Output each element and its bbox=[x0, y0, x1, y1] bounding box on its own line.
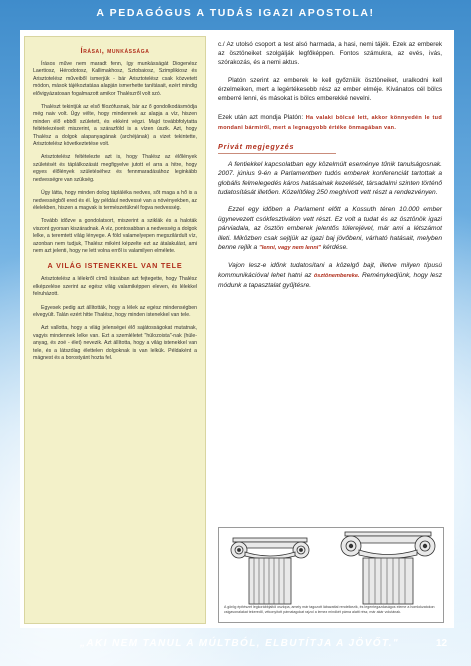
right-column-text bbox=[218, 40, 442, 133]
left-paragraph-2: Thalészt tekintjük az első filozófusnak, bár az ő gondolkodásmódja még naiv volt. Úgy vélte, hogy mindennek az alapja a víz, hiszen minden élő ebből született, és ekként végzi. Majd továbbfolytatta feltételezéseit miszerint, a szárazföld is a vízen úszik. Azt, hogy Thalész a dolgok alapanyagának (archéjának) a vizet tekintette, Arisztotelész következtetése volt. bbox=[33, 104, 197, 148]
ionic-capital-right bbox=[341, 532, 435, 604]
private-note-text bbox=[218, 160, 442, 291]
left-paragraph-5: Tovább időzve a gondolatsort, miszerint a sziklák és a haloták viszont gyorsan kiszáradnak. A víz, pontosabban a nedvesség a dolgok lelke, a teremtett világ lényege. A föld valamelyepen megszilárdult víz, azonban nem tudjuk, Thalész miként képzelte ezt az átalakulást, ami nem azt jelenti, hogy ne lett volna erről is valamilyen elmélete. bbox=[33, 218, 197, 254]
note-paragraph-3-end: Reménykedjünk, hogy lesz módunk a tapasztalat gyűjtésre. bbox=[218, 271, 442, 290]
ionic-capitals-illustration bbox=[219, 528, 443, 606]
right-main-column bbox=[218, 40, 442, 299]
page-number: 12 bbox=[436, 638, 448, 649]
left-sidebar-column bbox=[24, 36, 206, 624]
left-paragraph-7: Egyesek pedig azt állították, hogy a lélek az egész mindenségben elvegyült. Talán ezért hitte Thalész, hogy minden istenekkel van tele. bbox=[33, 304, 197, 318]
plato-quote: Ha valaki bölcsé lett, akkor könnyedén le tud mondani bármiről, mert a legnagyobb értéke önmagában van. bbox=[218, 114, 442, 131]
left-paragraph-3: Arisztotelész feltételezte azt is, hogy Thalész az élőlények születését és táplálkozását megfigyelve jutott el arra a hitre, hogy egyes élőlények születéséhez és fennmaradásához leginkább nedvességre van szükség. bbox=[33, 154, 197, 183]
left-paragraph-8: Azt vallotta, hogy a világ jelenségei élő sajátosságokat mutatnak, vagyis mindennek lelke van. Ezt a szemléletet "hülozoista"-nak (hüle-anyag, és zoé - élet) nevezik. Azt állította, hogy a világ istenekkel van tele, és a látszólag élettelen dolgoknak is van lelkük. Példaként a mágnest és a borostyánt hozta fel. bbox=[33, 325, 197, 361]
private-note-heading: Privát megjegyzés bbox=[218, 142, 336, 154]
note-paragraph-1: A fentiekkel kapcsolatban egy közelmúlt eseménye tűnik tanulságosnak. 2007. június 9-én a Parlamentben tudós emberek konferenciát tartottak a globális felmelegedés káros hatásainak kezelését, társadalmi szinten történő tudatosítását illetően. Közelítőleg 250 meghívott vett részt a rendezvényen. bbox=[218, 160, 442, 196]
left-column-text bbox=[33, 61, 197, 255]
header-title: A PEDAGÓGUS A TUDÁS IGAZI APOSTOLA! bbox=[96, 7, 375, 19]
section-heading-works: Írásai, munkássága bbox=[80, 46, 150, 55]
note-paragraph-2-end: kérdése. bbox=[322, 244, 349, 251]
figure-caption: A görög építészet legkorábbjaitól oszlopa, amely már tagozott lábazattal rendelkezik, és legentegazdaságos eleme a homlokzatokon csigavonalakat tekeredő, vékonyított párnatagokat rajzol a lemez mindkét párna alatti rész, már akár volutának. bbox=[224, 605, 435, 614]
left-paragraph-1: Írásos műve nem maradt fenn, így munkásságát Diogenész Laertiosz, Hérodotosz, Kallimakhosz, Sztobaiosz, Szimplikiosz és Arisztotelész műveiből ismerjük - bár Arisztotelész csak közvetett módon, mások tájékoztatása alapján ismerhette tanításait, ezért mindig elővigyázatosan fogalmazott amikor Thalészről volt szó. bbox=[33, 61, 197, 97]
page-header-banner bbox=[0, 0, 471, 30]
section-heading-gods: A VILÁG ISTENEKKEL VAN TELE bbox=[47, 261, 183, 271]
note-paragraph-2-text: Ezzel egy időben a Parlament előtt a Kossuth téren 10.000 ember ügynevezett csókfesztiválon vett részt. Ez volt a tudat és az ösztönök igazi párviadala, az ösztön emberek jelentős túlerejével, már ami a létszámot illeti. Miközben csak sejtjük az igazi baj jövőbeni, várható hatásait, melyben benne rejlik a bbox=[218, 206, 442, 251]
page-footer-banner bbox=[0, 628, 471, 666]
left-paragraph-4: Úgy látta, hogy minden dolog táplálékа nedves, sőt maga a hő is a nedvességből ered és él. Így például nedvessé van a növényekben, az élelekben, hiszen a magvak is természetüknél fogva nedvesség. bbox=[33, 190, 197, 211]
note-quote: "lenni, vagy nem lenni" bbox=[259, 245, 321, 251]
right-paragraph-1: c./ Az utolsó csoport a test alsó harmada, a hasi, nemi tájék. Ezek az emberek az ösztöneiket szolgálják legfőképpen. Fontos számukra, az evés, ivás, szórakozás, és a nemi aktus. bbox=[218, 41, 442, 67]
left-column-text-2 bbox=[33, 276, 197, 362]
footer-motto: „AKI NEM TANUL A MÚLTBÓL, ELBUTÍTJA A JÖVŐT." bbox=[80, 638, 400, 649]
note-highlight: ösztönembereke. bbox=[313, 272, 360, 279]
note-paragraph-3 bbox=[218, 261, 442, 290]
right-paragraph-2: Platón szerint az emberek le kell győzniük ösztöneiket, uralkodni kell érzelmeiken, mert a legértékesebb rész az ember elméje. Kívánatos cél bölcs emberré lenni, és másokat is bölcs emberekké nevelni. bbox=[218, 77, 442, 103]
left-paragraph-6: Arisztotelész a lélekről című írásában azt fejtegette, hogy Thalész elképzelése szerint az egész világ valamiképpen eleven, és lélekkel felruházott. bbox=[33, 276, 197, 298]
note-paragraph-3-text: Vajon lesz-e időnk tudatosítani a közelgő bajt, illetve milyen típusú kommunikációval lehet hatni az bbox=[218, 262, 442, 279]
note-paragraph-2 bbox=[218, 205, 442, 253]
plato-quote-intro: Ezek után azt mondja Platón: bbox=[218, 113, 304, 121]
page-body bbox=[20, 30, 454, 628]
ionic-column-figure bbox=[218, 527, 444, 623]
right-paragraph-3 bbox=[218, 113, 442, 133]
ionic-capital-left bbox=[231, 538, 309, 604]
